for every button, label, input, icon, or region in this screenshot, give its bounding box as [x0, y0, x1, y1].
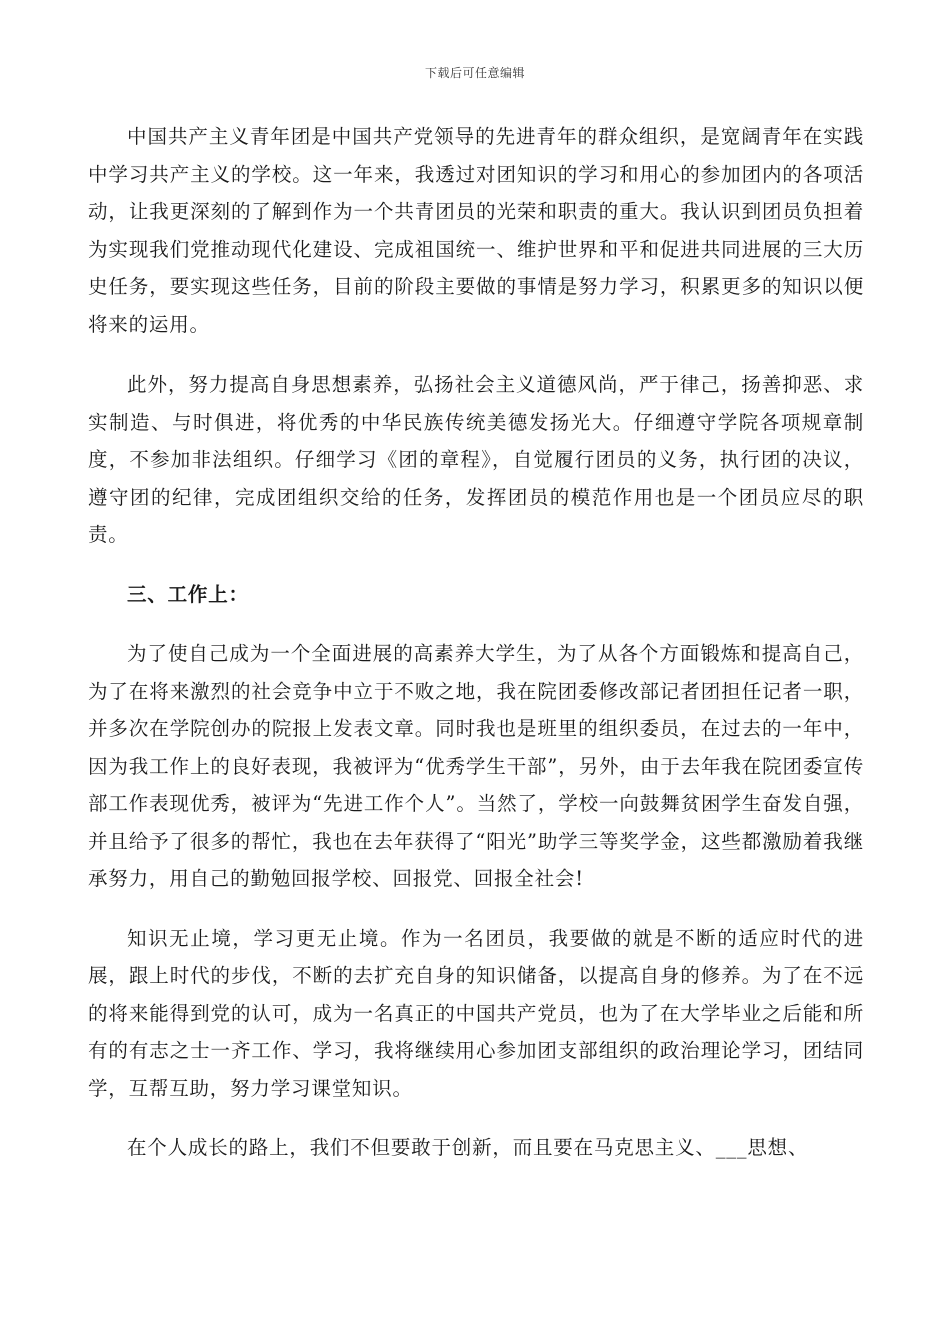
paragraph-endless-learning: 知识无止境，学习更无止境。作为一名团员，我要做的就是不断的适应时代的进展，跟上时代的步伐，不断的去扩充自身的知识储备，以提高自身的修养。为了在不远的将来能得到党的认可，成为一名真正的中国共产党员，也为了在大学毕业之后能和所有的有志之士一齐工作、学习，我将继续用心参加团支部组织的政治理论学习，团结同学，互帮互助，努力学习课堂知识。 [88, 926, 864, 1100]
paragraph-work-experience: 为了使自己成为一个全面进展的高素养大学生，为了从各个方面锻炼和提高自己，为了在将来激烈的社会竞争中立于不败之地，我在院团委修改部记者团担任记者一职，并多次在学院创办的院报上发表文章。同时我也是班里的组织委员，在过去的一年中，因为我工作上的良好表现，我被评为“优秀学生干部”，另外，由于去年我在院团委宣传部工作表现优秀，被评为“先进工作个人”。当然了，学校一向鼓舞贫困学生奋发自强，并且给予了很多的帮忙，我也在去年获得了“阳光”助学三等奖学金，这些都激励着我继承努力，用自己的勤勉回报学校、回报党、回报全社会! [88, 642, 864, 890]
page-header-note: 下载后可任意编辑 [424, 66, 525, 80]
paragraph-personal-growth: 在个人成长的路上，我们不但要敢于创新，而且要在马克思主义、___思想、 [127, 1136, 809, 1159]
section-heading-work: 三、工作上： [127, 582, 249, 606]
document-body [88, 118, 864, 1167]
paragraph-self-cultivation: 此外，努力提高自身思想素养，弘扬社会主义道德风尚，严于律己，扬善抑恶、求实制造、与时俱进，将优秀的中华民族传统美德发扬光大。仔细遵守学院各项规章制度，不参加非法组织。仔细学习《团的章程》，自觉履行团员的义务，执行团的决议，遵守团的纪律，完成团组织交给的任务，发挥团员的模范作用也是一个团员应尽的职责。 [88, 373, 864, 546]
paragraph-league-intro: 中国共产主义青年团是中国共产党领导的先进青年的群众组织，是宽阔青年在实践中学习共产主义的学校。这一年来，我透过对团知识的学习和用心的参加团内的各项活动，让我更深刻的了解到作为一个共青团员的光荣和职责的重大。我认识到团员负担着为实现我们党推动现代化建设、完成祖国统一、维护世界和平和促进共同进展的三大历史任务，要实现这些任务，目前的阶段主要做的事情是努力学习，积累更多的知识以便将来的运用。 [88, 125, 864, 336]
